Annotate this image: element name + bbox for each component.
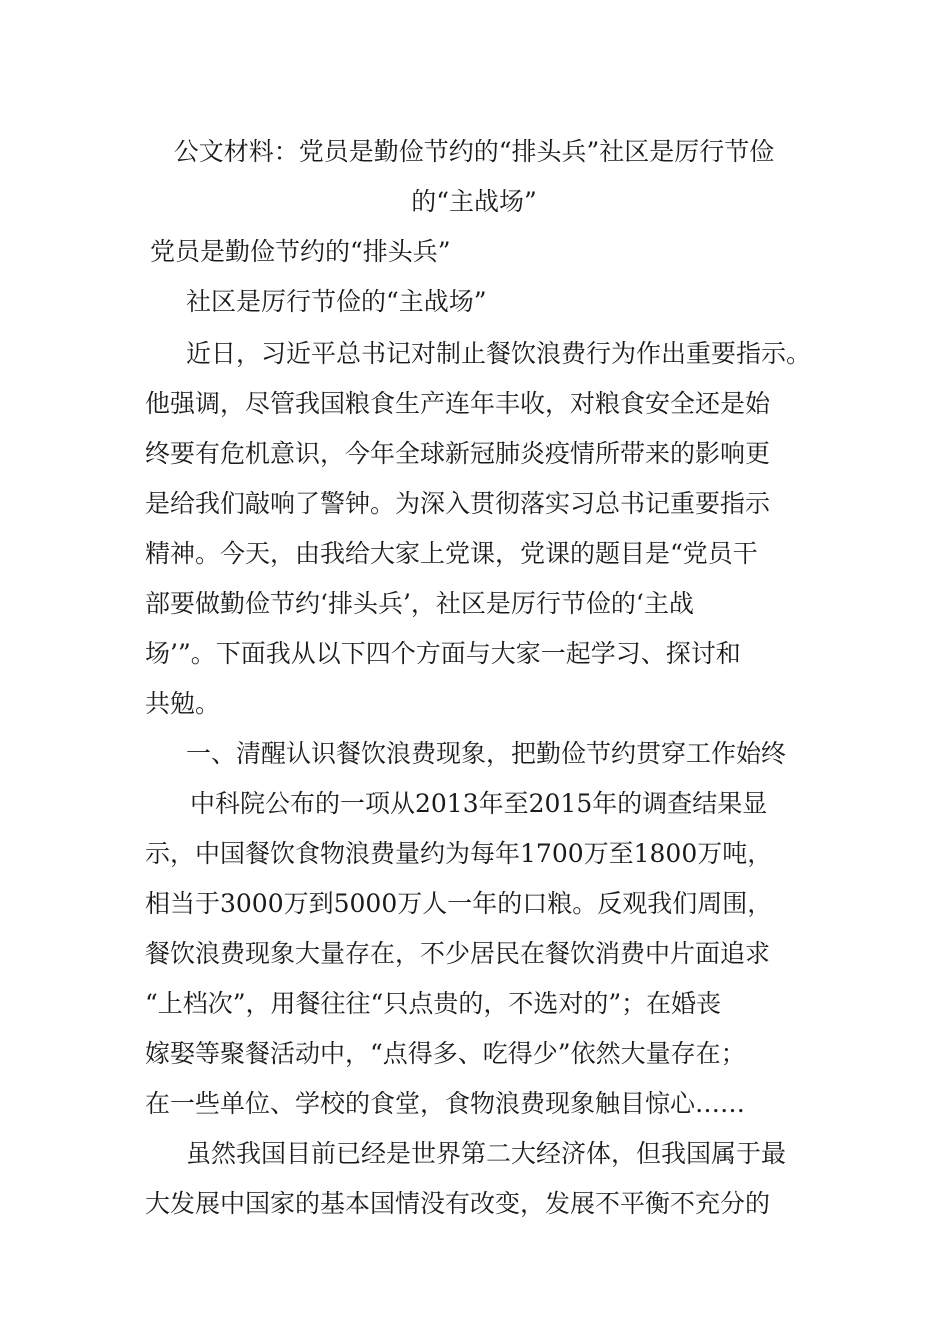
subtitle-community: 社区是厉行节俭的“主战场”: [186, 287, 487, 316]
paragraph-1-line: 部要做勤俭节约‘排头兵’，社区是厉行节俭的‘主战: [145, 589, 694, 618]
section-heading-1: 一、清醒认识餐饮浪费现象，把勤俭节约贯穿工作始终: [186, 739, 787, 768]
paragraph-1-line: 终要有危机意识，今年全球新冠肺炎疫情所带来的影响更: [145, 439, 771, 468]
subtitle-party-members: 党员是勤俭节约的“排头兵”: [150, 237, 451, 266]
paragraph-2-line: 示，中国餐饮食物浪费量约为每年1700万至1800万吨，: [145, 839, 773, 868]
paragraph-1-line: 精神。今天，由我给大家上党课，党课的题目是“党员干: [145, 539, 758, 568]
paragraph-1-line: 他强调，尽管我国粮食生产连年丰收，对粮食安全还是始: [145, 389, 771, 418]
paragraph-2-line: 在一些单位、学校的食堂，食物浪费现象触目惊心……: [145, 1089, 746, 1118]
paragraph-2-line: 中科院公布的一项从2013年至2015年的调查结果显: [190, 789, 768, 818]
paragraph-2-line: “上档次”，用餐往往“只点贵的，不选对的”；在婚丧: [145, 989, 722, 1018]
paragraph-1-line: 场’”。下面我从以下四个方面与大家一起学习、探讨和: [145, 639, 741, 668]
paragraph-3-line: 大发展中国家的基本国情没有改变，发展不平衡不充分的: [145, 1189, 771, 1218]
paragraph-1-line: 近日，习近平总书记对制止餐饮浪费行为作出重要指示。: [186, 339, 812, 368]
document-title-line-2: 的“主战场”: [411, 187, 537, 216]
paragraph-1-line: 是给我们敲响了警钟。为深入贯彻落实习总书记重要指示: [145, 489, 771, 518]
paragraph-2-line: 餐饮浪费现象大量存在，不少居民在餐饮消费中片面追求: [145, 939, 771, 968]
paragraph-2-line: 相当于3000万到5000万人一年的口粮。反观我们周围，: [145, 889, 773, 918]
paragraph-1-line: 共勉。: [145, 689, 221, 718]
paragraph-2-line: 嫁娶等聚餐活动中，“点得多、吃得少”依然大量存在；: [145, 1039, 746, 1068]
document-title-line-1: 公文材料：党员是勤俭节约的“排头兵”社区是厉行节俭: [173, 137, 775, 166]
paragraph-3-line: 虽然我国目前已经是世界第二大经济体，但我国属于最: [186, 1139, 787, 1168]
